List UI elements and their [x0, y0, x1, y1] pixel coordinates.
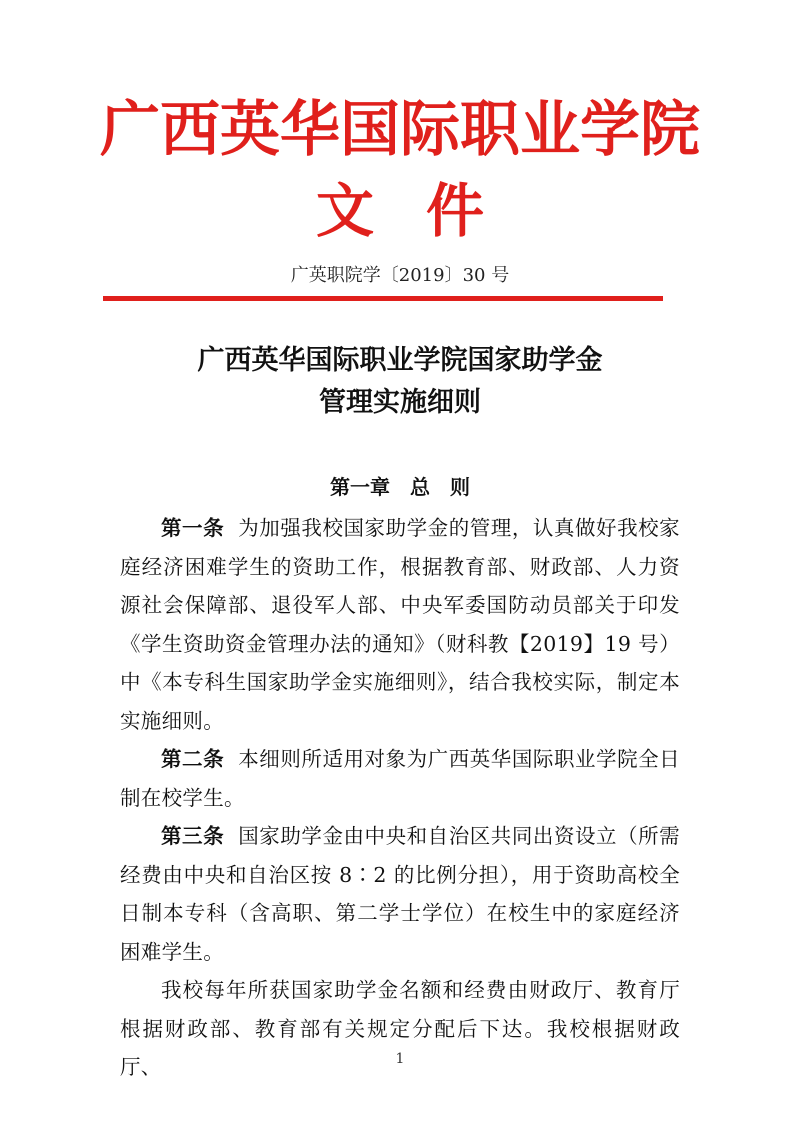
document-title-line-2: 管理实施细则 [319, 387, 481, 418]
article-3-text: 国家助学金由中央和自治区共同出资设立（所需经费由中央和自治区按 8∶2 的比例分担），用于资助高校全日制本专科（含高职、第二学士学位）在校生中的家庭经济困难学生。 [120, 824, 680, 964]
chapter-heading: 第一章 总 则 [330, 475, 470, 499]
article-2-text: 本细则所适用对象为广西英华国际职业学院全日制在校学生。 [120, 747, 680, 810]
page-number: 1 [395, 1051, 405, 1067]
institution-header: 广西英华国际职业学院 [100, 95, 700, 165]
paragraph-funding: 我校每年所获国家助学金名额和经费由财政厅、教育厅根据财政部、教育部有关规定分配后下达。我校根据财政厅、 [120, 978, 680, 1079]
document-type-header: 文件 [315, 177, 536, 245]
article-1-label: 第一条 [161, 516, 225, 540]
article-3-label: 第三条 [161, 824, 225, 848]
article-1 [120, 509, 680, 740]
article-2 [120, 740, 680, 817]
document-body [120, 509, 680, 1087]
article-2-label: 第二条 [161, 747, 225, 771]
article-1-text: 为加强我校国家助学金的管理，认真做好我校家庭经济困难学生的资助工作，根据教育部、财政部、人力资源社会保障部、退役军人部、中央军委国防动员部关于印发《学生资助资金管理办法的通知》（财科教【2019】19 号）中《本专科生国家助学金实施细则》，结合我校实际，制定本实施细则。 [120, 516, 680, 733]
article-3 [120, 817, 680, 971]
red-divider-line [103, 296, 663, 301]
document-number: 广英职院学〔2019〕30 号 [290, 265, 510, 286]
document-title [0, 340, 800, 424]
document-title-line-1: 广西英华国际职业学院国家助学金 [197, 345, 603, 376]
